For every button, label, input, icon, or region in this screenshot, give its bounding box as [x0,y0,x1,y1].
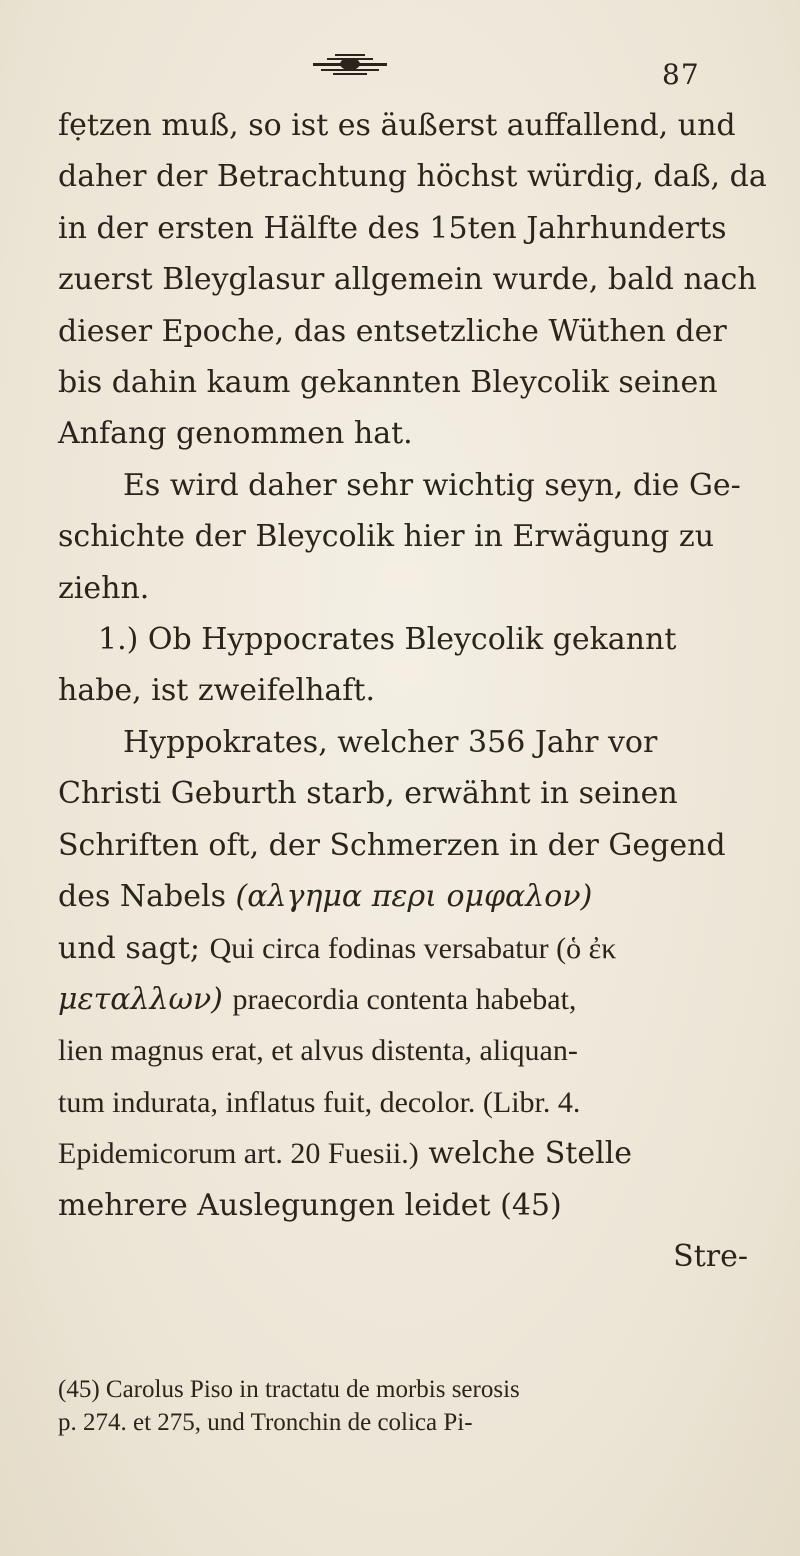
text-line: mehrere Auslegungen leidet (45) [58,1187,562,1223]
footnote [58,1373,758,1439]
footnote-line: p. 274. et 275, und Tronchin de colica Pi- [58,1409,473,1436]
body-text [58,100,767,1282]
latin-quote-line: lien magnus erat, et alvus distenta, aliquan- [58,1034,578,1068]
text-line [58,1128,758,1179]
text-line: zuerst Bleyglasur allgemein wurde, bald nach [58,262,757,298]
text-line: ziehn. [58,570,150,606]
latin-quote: praecordia contenta habebat, [232,982,577,1016]
text-line [58,974,758,1025]
text-fragment: welche Stelle [428,1136,633,1172]
text-line: schichte der Bleycolik hier in Erwägung zu [58,519,715,555]
text-line: Christi Geburth starb, erwähnt in seinen [58,776,678,812]
greek-phrase: (αλγημα περι ομφαλον) [235,879,593,915]
text-line: Es wird daher sehr wichtig seyn, die Ge- [123,467,741,503]
text-line [58,923,758,974]
text-line: fẹtzen muß, so ist es äußerst auffallend, und [58,108,736,143]
text-fragment: und sagt; [58,930,201,966]
latin-citation: Epidemicorum art. 20 Fuesii.) [58,1137,419,1171]
catchword: Stre- [673,1238,748,1274]
ornament-icon [305,50,395,80]
text-line: Schriften oft, der Schmerzen in der Gegend [58,827,726,863]
text-line: bis dahin kaum gekannten Bleycolik seinen [58,365,718,401]
text-line: Anfang genommen hat. [58,416,413,452]
text-line: dieser Epoche, das entsetzliche Wüthen der [58,313,727,349]
text-line: Hyppokrates, welcher 356 Jahr vor [123,724,658,760]
section-heading: 1.) Ob Hyppocrates Bleycolik gekannt [98,622,677,658]
greek-phrase: μεταλλων) [58,981,223,1017]
footnote-line: (45) Carolus Piso in tractatu de morbis serosis [58,1376,520,1403]
latin-quote: Qui circa fodinas versabatur (ὁ ἐκ [209,931,617,965]
page-number: 87 [662,58,700,91]
text-line: habe, ist zweifelhaft. [58,673,376,709]
latin-quote-line: tum indurata, inflatus fuit, decolor. (Libr. 4. [58,1085,581,1119]
text-line [58,871,758,922]
text-fragment: des Nabels [58,879,226,915]
text-line: in der ersten Hälfte des 15ten Jahrhunderts [58,210,727,246]
text-line: daher der Betrachtung höchst würdig, daß, da [58,159,767,195]
